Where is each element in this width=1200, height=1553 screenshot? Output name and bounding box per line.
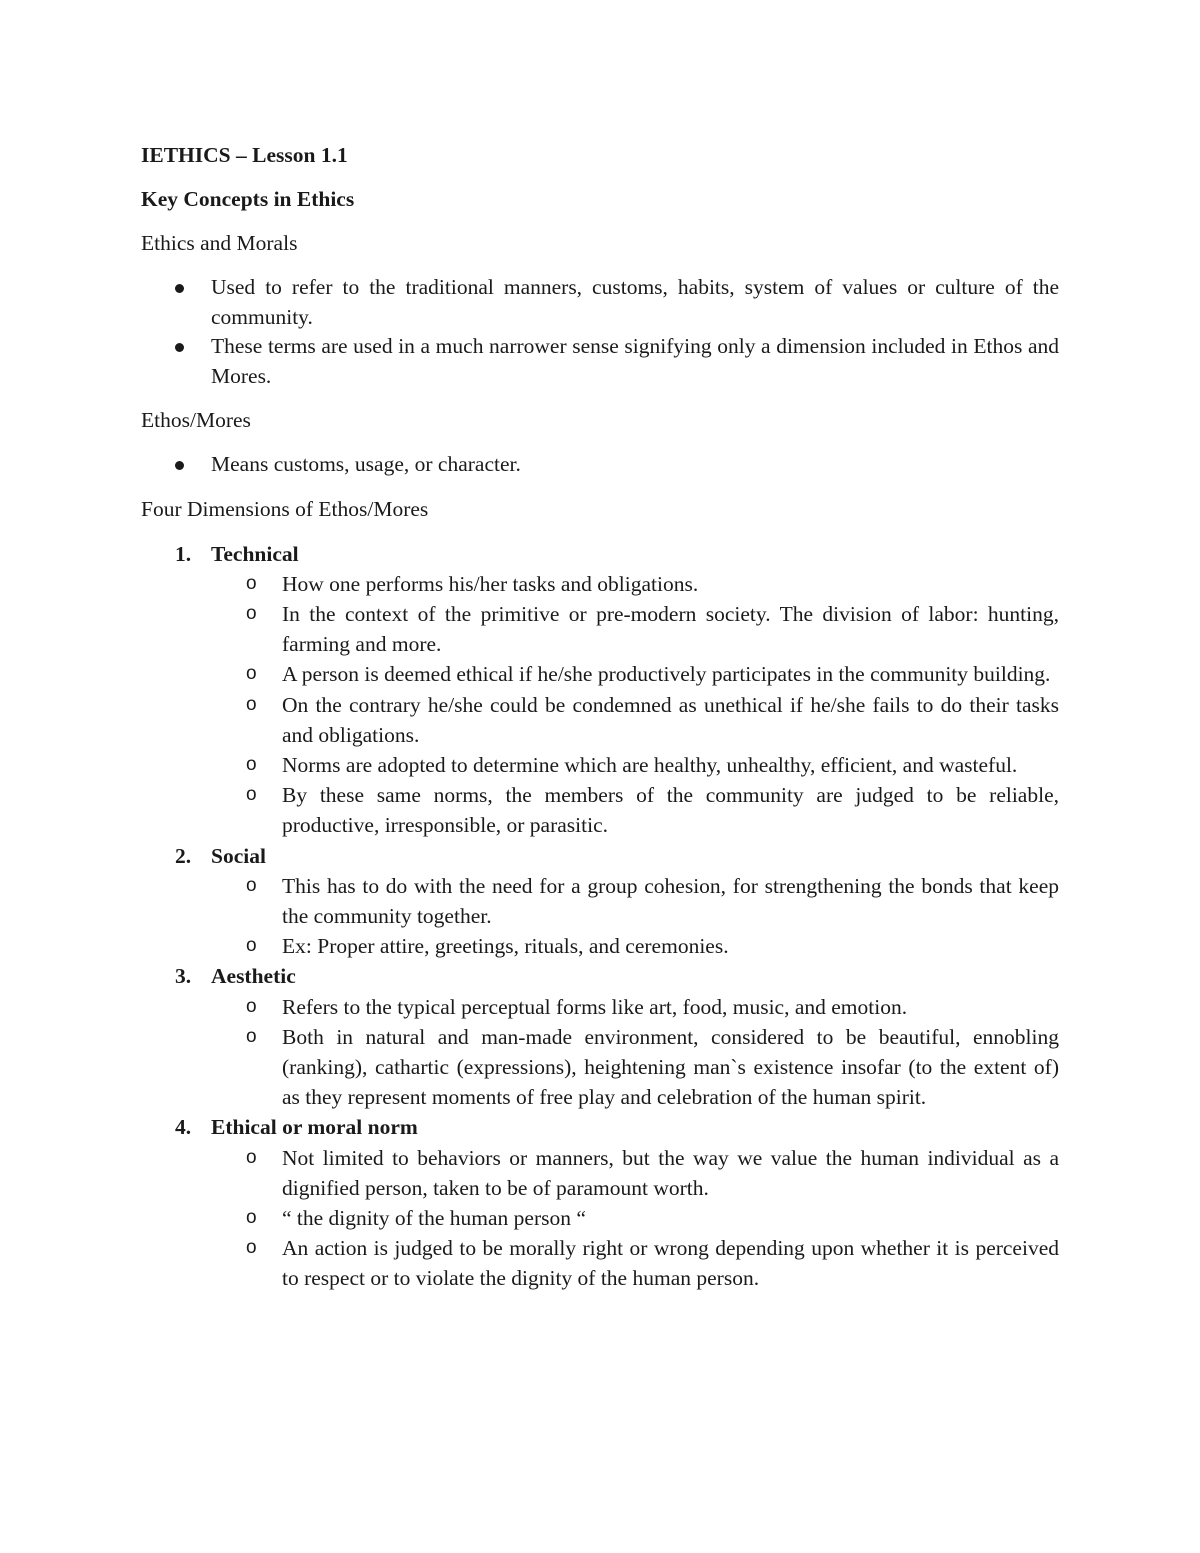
section-heading-dimensions: Four Dimensions of Ethos/Mores: [141, 496, 429, 521]
dimension-item: [141, 539, 1059, 569]
dimension-number: 1.: [175, 541, 192, 566]
sub-list-item: [141, 750, 1059, 780]
sub-item-text: How one performs his/her tasks and obligations.: [282, 571, 699, 596]
circle-bullet-icon: o: [246, 693, 257, 715]
sub-list-item: [141, 1203, 1059, 1233]
circle-bullet-icon: o: [246, 753, 257, 775]
bullet-text: Used to refer to the traditional manners, customs, habits, system of values or culture of the community.: [211, 275, 1059, 329]
circle-bullet-icon: o: [246, 1025, 257, 1047]
sub-list-item: [141, 780, 1059, 840]
list-item: [141, 332, 1059, 391]
circle-bullet-icon: o: [246, 1206, 257, 1228]
dimension-number: 2.: [175, 843, 192, 868]
section-heading-ethics-morals: Ethics and Morals: [141, 231, 298, 255]
bullet-text: These terms are used in a much narrower sense signifying only a dimension included in Ethos and Mores.: [211, 334, 1059, 388]
document-body: [141, 140, 1059, 1294]
dimension-number: 4.: [175, 1115, 192, 1140]
sub-list-item: [141, 992, 1059, 1022]
sub-list-item: [141, 1022, 1059, 1113]
list-item: [141, 450, 1059, 480]
document-subtitle: Key Concepts in Ethics: [141, 187, 355, 211]
sub-item-text: “ the dignity of the human person “: [282, 1205, 586, 1230]
circle-bullet-icon: o: [246, 935, 257, 957]
sub-item-text: In the context of the primitive or pre-modern society. The division of labor: hunting, farming and more.: [282, 601, 1059, 657]
circle-bullet-icon: o: [246, 572, 257, 594]
sub-item-text: On the contrary he/she could be condemned as unethical if he/she fails to do their tasks and obligations.: [282, 692, 1059, 747]
sub-item-text: A person is deemed ethical if he/she productively participates in the community building.: [282, 662, 1051, 687]
sub-item-text: Not limited to behaviors or manners, but the way we value the human individual as a dignified person, taken to be of paramount worth.: [282, 1145, 1059, 1200]
circle-bullet-icon: o: [246, 663, 257, 685]
sub-item-text: Refers to the typical perceptual forms like art, food, music, and emotion.: [282, 994, 908, 1019]
sub-item-text: An action is judged to be morally right or wrong depending upon whether it is perceived to respect or to violate the dignity of the human person.: [282, 1236, 1059, 1291]
dimension-title: Aesthetic: [211, 964, 296, 989]
sub-list-item: [141, 599, 1059, 659]
sub-list-item: [141, 690, 1059, 750]
dimensions-list: [141, 539, 1059, 1294]
dimension-title: Social: [211, 843, 266, 868]
sub-item-text: Both in natural and man-made environment, considered to be beautiful, ennobling (ranking), cathartic (expressions), heightening man`s existence insofar (to the extent of) as they represent moments of free play and celebration of the human spirit.: [282, 1024, 1059, 1110]
sub-list-item: [141, 659, 1059, 689]
dimension-title: Technical: [211, 541, 299, 566]
sub-list-item: [141, 931, 1059, 961]
sub-list-item: [141, 569, 1059, 599]
circle-bullet-icon: o: [246, 1237, 257, 1259]
document-title: IETHICS – Lesson 1.1: [141, 143, 348, 167]
sub-item-text: Norms are adopted to determine which are healthy, unhealthy, efficient, and wasteful.: [282, 752, 1018, 777]
sub-item-text: By these same norms, the members of the community are judged to be reliable, productive, irresponsible, or parasitic.: [282, 783, 1059, 838]
section-heading-ethos-mores: Ethos/Mores: [141, 408, 251, 432]
bullet-icon: [141, 273, 211, 332]
circle-bullet-icon: o: [246, 1146, 257, 1168]
bullet-icon: [141, 332, 211, 391]
bullet-icon: [141, 450, 211, 480]
dimension-number: 3.: [175, 964, 192, 989]
sub-list-item: [141, 1233, 1059, 1293]
sub-item-text: This has to do with the need for a group cohesion, for strengthening the bonds that keep the community together.: [282, 873, 1059, 928]
circle-bullet-icon: o: [246, 784, 257, 806]
ethics-morals-list: [141, 273, 1059, 391]
circle-bullet-icon: o: [246, 602, 257, 624]
list-item: [141, 273, 1059, 332]
circle-bullet-icon: o: [246, 874, 257, 896]
sub-list-item: [141, 1143, 1059, 1203]
ethos-mores-list: [141, 450, 1059, 480]
sub-item-text: Ex: Proper attire, greetings, rituals, and ceremonies.: [282, 934, 729, 959]
dimension-item: [141, 1112, 1059, 1142]
dimension-item: [141, 841, 1059, 871]
sub-list-item: [141, 871, 1059, 931]
dimension-title: Ethical or moral norm: [211, 1115, 418, 1140]
bullet-text: Means customs, usage, or character.: [211, 452, 521, 476]
circle-bullet-icon: o: [246, 995, 257, 1017]
dimension-item: [141, 961, 1059, 991]
